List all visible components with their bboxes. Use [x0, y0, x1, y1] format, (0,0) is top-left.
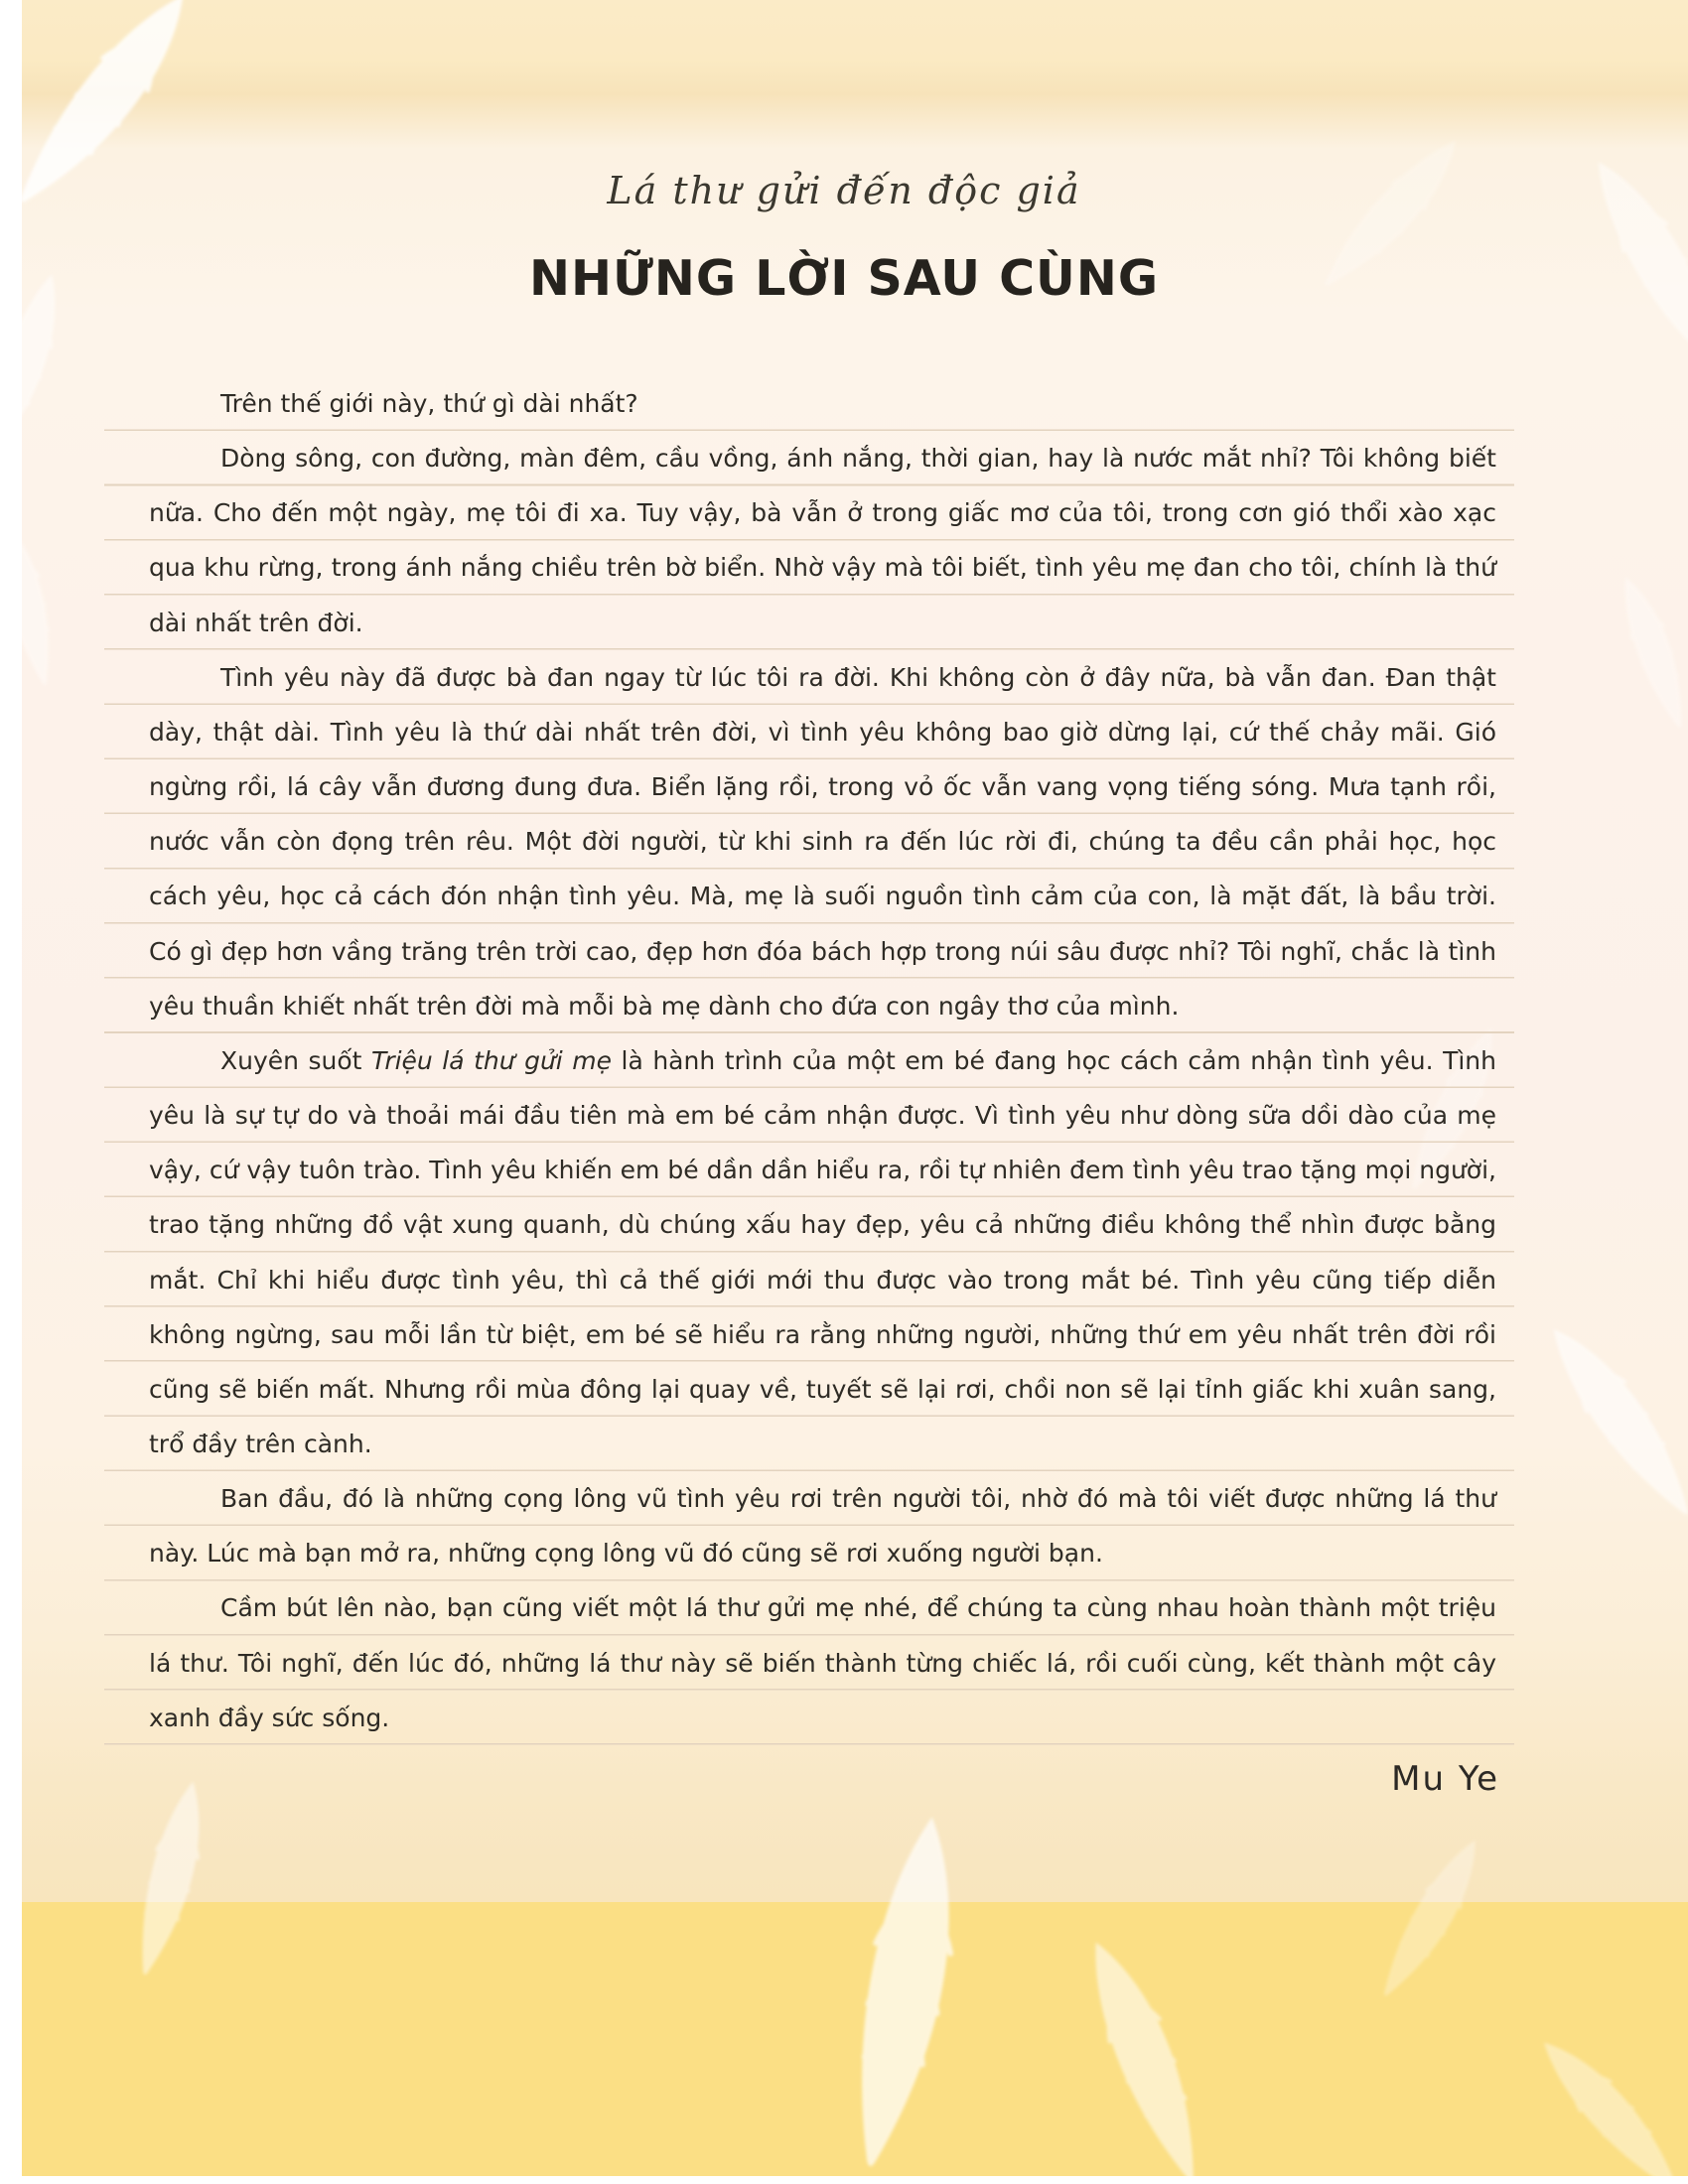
bottom-color-band [22, 1902, 1688, 2176]
letter-paragraph: Trên thế giới này, thứ gì dài nhất? [220, 389, 638, 418]
page-title: NHỮNG LỜI SAU CÙNG [528, 250, 1160, 307]
letter-paragraphs [104, 376, 1514, 1745]
letter-paragraph: Tình yêu này đã được bà đan ngay từ lúc tôi ra đời. Khi không còn ở đây nữa, bà vẫn đan. Đan thật dày, thật dài. Tình yêu là thứ dài nhất trên đời, vì tình yêu không bao giờ dừng lại, cứ thế chảy mãi. Gió ngừng rồi, lá cây vẫn đương đung đưa. Biển lặng rồi, trong vỏ ốc vẫn vang vọng tiếng sóng. Mưa tạnh rồi, nước vẫn còn đọng trên rêu. Một đời người, từ khi sinh ra đến lúc rời đi, chúng ta đều cần phải học, học cách yêu, học cả cách đón nhận tình yêu. Mà, mẹ là suối nguồn tình cảm của con, là mặt đất, là bầu trời. Có gì đẹp hơn vầng trăng trên trời cao, đẹp hơn đóa bách hợp trong núi sâu được nhỉ? Tôi nghĩ, chắc là tình yêu thuần khiết nhất trên đời mà mỗi bà mẹ dành cho đứa con ngây thơ của mình. [149, 662, 1496, 1021]
letter-subtitle: Lá thư gửi đến độc giả [607, 169, 1081, 212]
author-signature: Mu Ye [1391, 1759, 1499, 1799]
letter-paragraph: Ban đầu, đó là những cọng lông vũ tình yêu rơi trên người tôi, nhờ đó mà tôi viết được những lá thư này. Lúc mà bạn mở ra, những cọng lông vũ đó cũng sẽ rơi xuống người bạn. [149, 1484, 1496, 1569]
letter-paragraph: Dòng sông, con đường, màn đêm, cầu vồng, ánh nắng, thời gian, hay là nước mắt nhỉ? Tôi không biết nữa. Cho đến một ngày, mẹ tôi đi xa. Tuy vậy, bà vẫn ở trong giấc mơ của tôi, trong cơn gió thổi xào xạc qua khu rừng, trong ánh nắng chiều trên bờ biển. Nhờ vậy mà tôi biết, tình yêu mẹ đan cho tôi, chính là thứ dài nhất trên đời. [149, 444, 1496, 637]
letter-paragraph: Xuyên suốt Triệu lá thư gửi mẹ là hành trình của một em bé đang học cách cảm nhận tình yêu. Tình yêu là sự tự do và thoải mái đầu tiên mà em bé cảm nhận được. Vì tình yêu như dòng sữa dồi dào của mẹ vậy, cứ vậy tuôn trào. Tình yêu khiến em bé dần dần hiểu ra, rồi tự nhiên đem tình yêu trao tặng mọi người, trao tặng những đồ vật xung quanh, dù chúng xấu hay đẹp, yêu cả những điều không thể nhìn được bằng mắt. Chỉ khi hiểu được tình yêu, thì cả thế giới mới thu được vào trong mắt bé. Tình yêu cũng tiếp diễn không ngừng, sau mỗi lần từ biệt, em bé sẽ hiểu ra rằng những người, những thứ em yêu nhất trên đời rồi cũng sẽ biến mất. Nhưng rồi mùa đông lại quay về, tuyết sẽ lại rơi, chồi non sẽ lại tỉnh giấc khi xuân sang, trổ đầy trên cành. [149, 1045, 1496, 1458]
letter-paragraph: Cầm bút lên nào, bạn cũng viết một lá thư gửi mẹ nhé, để chúng ta cùng nhau hoàn thành một triệu lá thư. Tôi nghĩ, đến lúc đó, những lá thư này sẽ biến thành từng chiếc lá, rồi cuối cùng, kết thành một cây xanh đầy sức sống. [149, 1593, 1496, 1732]
